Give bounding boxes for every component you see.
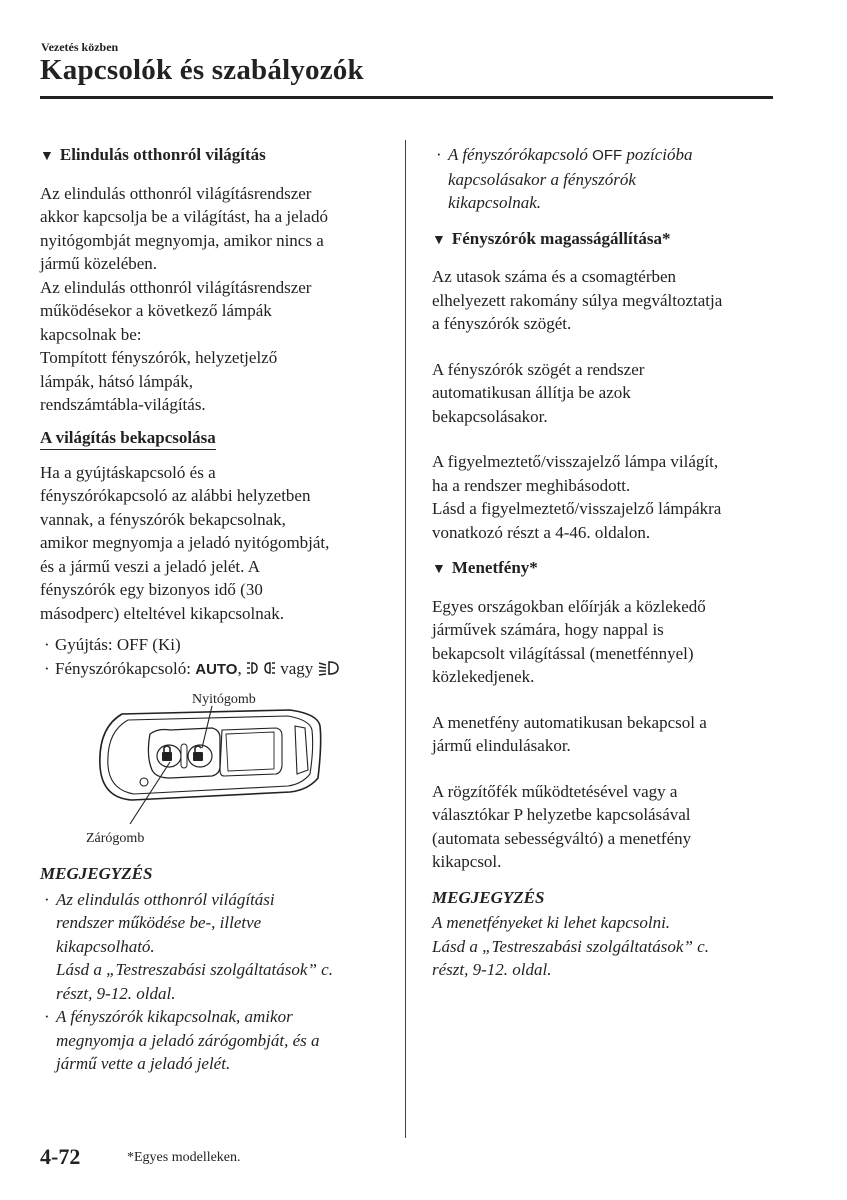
conditions-list (40, 633, 385, 682)
triangle-icon: ▼ (40, 149, 54, 164)
auto-label: AUTO (195, 660, 238, 678)
note-title: MEGJEGYZÉS (40, 864, 153, 883)
heading-leveling (432, 227, 777, 253)
note-item: · Az elindulás otthonról világítási rendszer működése be-, illetve kikapcsolható. Lásd a „Testreszabási szolgáltatások” c. részt, 9-12. oldal. (44, 889, 333, 1003)
page-title: Kapcsolók és szabályozók (40, 54, 364, 86)
column-divider (405, 140, 406, 1138)
paragraph: A figyelmeztető/visszajelző lámpa világít, ha a rendszer meghibásodott. Lásd a figyelmeztető/visszajelző lámpákra vonatkozó részt a 4-46. oldalon. (432, 452, 722, 542)
paragraph: Ha a gyújtáskapcsoló és a fényszórókapcsoló az alábbi helyzetben vannak, a fényszórók bekapcsolnak, amikor megnyomja a jeladó nyitógombját, és a jármű veszi a jeladó jelét. A fényszórók egy bizonyos idő (30 másodperc) elteltével kikapcsolnak. (40, 462, 330, 623)
page-number: 4-72 (40, 1144, 81, 1169)
right-column (432, 143, 777, 982)
paragraph: Az elindulás otthonról világításrendszer működésekor a következő lámpák kapcsolnak be: Tompított fényszórók, helyzetjelző lámpák, hátsó lámpák, rendszámtábla-világítás. (40, 277, 312, 414)
low-beam-icon (318, 659, 340, 683)
paragraph: Az elindulás otthonról világításrendszer akkor kapcsolja be a világítást, ha a jeladó nyitógombját megnyomja, amikor nincs a jármű közelében. (40, 183, 328, 273)
left-column (40, 143, 385, 1076)
note-list (40, 888, 385, 1076)
off-label: OFF (592, 147, 623, 164)
heading-daytime-running (432, 556, 777, 582)
key-fob-figure (40, 686, 385, 856)
figure-label-lock: Zárógomb (86, 831, 145, 846)
section-label: Vezetés közben (41, 40, 119, 54)
subheading-switch-on: A világítás bekapcsolása (40, 427, 216, 450)
list-item: · Gyújtás: OFF (Ki) (44, 635, 181, 654)
triangle-icon: ▼ (432, 232, 446, 248)
header-rule (40, 96, 773, 99)
note-title: MEGJEGYZÉS (432, 887, 545, 907)
footnote: *Egyes modelleken. (127, 1150, 241, 1165)
key-fob-drawing (40, 686, 385, 856)
paragraph: A fényszórók szögét a rendszer automatikusan állítja be azok bekapcsolásakor. (432, 359, 645, 426)
note-list-continued (432, 143, 777, 215)
note-paragraph: A menetfényeket ki lehet kapcsolni. Lásd a „Testreszabási szolgáltatások” c. részt, 9-12. oldal. (432, 913, 709, 979)
paragraph: A rögzítőfék működtetésével vagy a választókar P helyzetbe kapcsolásával (automata sebességváltó) a menetfény kikapcsol. (432, 781, 692, 871)
triangle-icon: ▼ (432, 562, 446, 577)
heading-text: Elindulás otthonról világítás (59, 145, 266, 164)
figure-label-unlock: Nyitógomb (192, 692, 256, 707)
heading-text: Menetfény* (451, 558, 538, 577)
paragraph: Egyes országokban előírják a közlekedő járművek számára, hogy nappal is bekapcsolt világítással (menetfénnyel) közlekedjenek. (432, 596, 706, 686)
heading-home-lighting (40, 143, 385, 169)
note-item: · A fényszórókapcsoló OFF pozícióba kapcsolásakor a fényszórók kikapcsolnak. (436, 145, 693, 212)
note-item: · A fényszórók kikapcsolnak, amikor megnyomja a jeladó zárógombját, és a jármű vette a jeladó jelét. (44, 1007, 320, 1073)
heading-text: Fényszórók magasságállítása* (451, 228, 671, 248)
position-lamp-icon (246, 659, 276, 683)
paragraph: Az utasok száma és a csomagtérben elhelyezett rakomány súlya megváltoztatja a fényszórók szögét. (432, 267, 723, 333)
paragraph: A menetfény automatikusan bekapcsol a jármű elindulásakor. (432, 712, 707, 755)
list-item: · Fényszórókapcsoló: AUTO, vagy (40, 657, 385, 683)
